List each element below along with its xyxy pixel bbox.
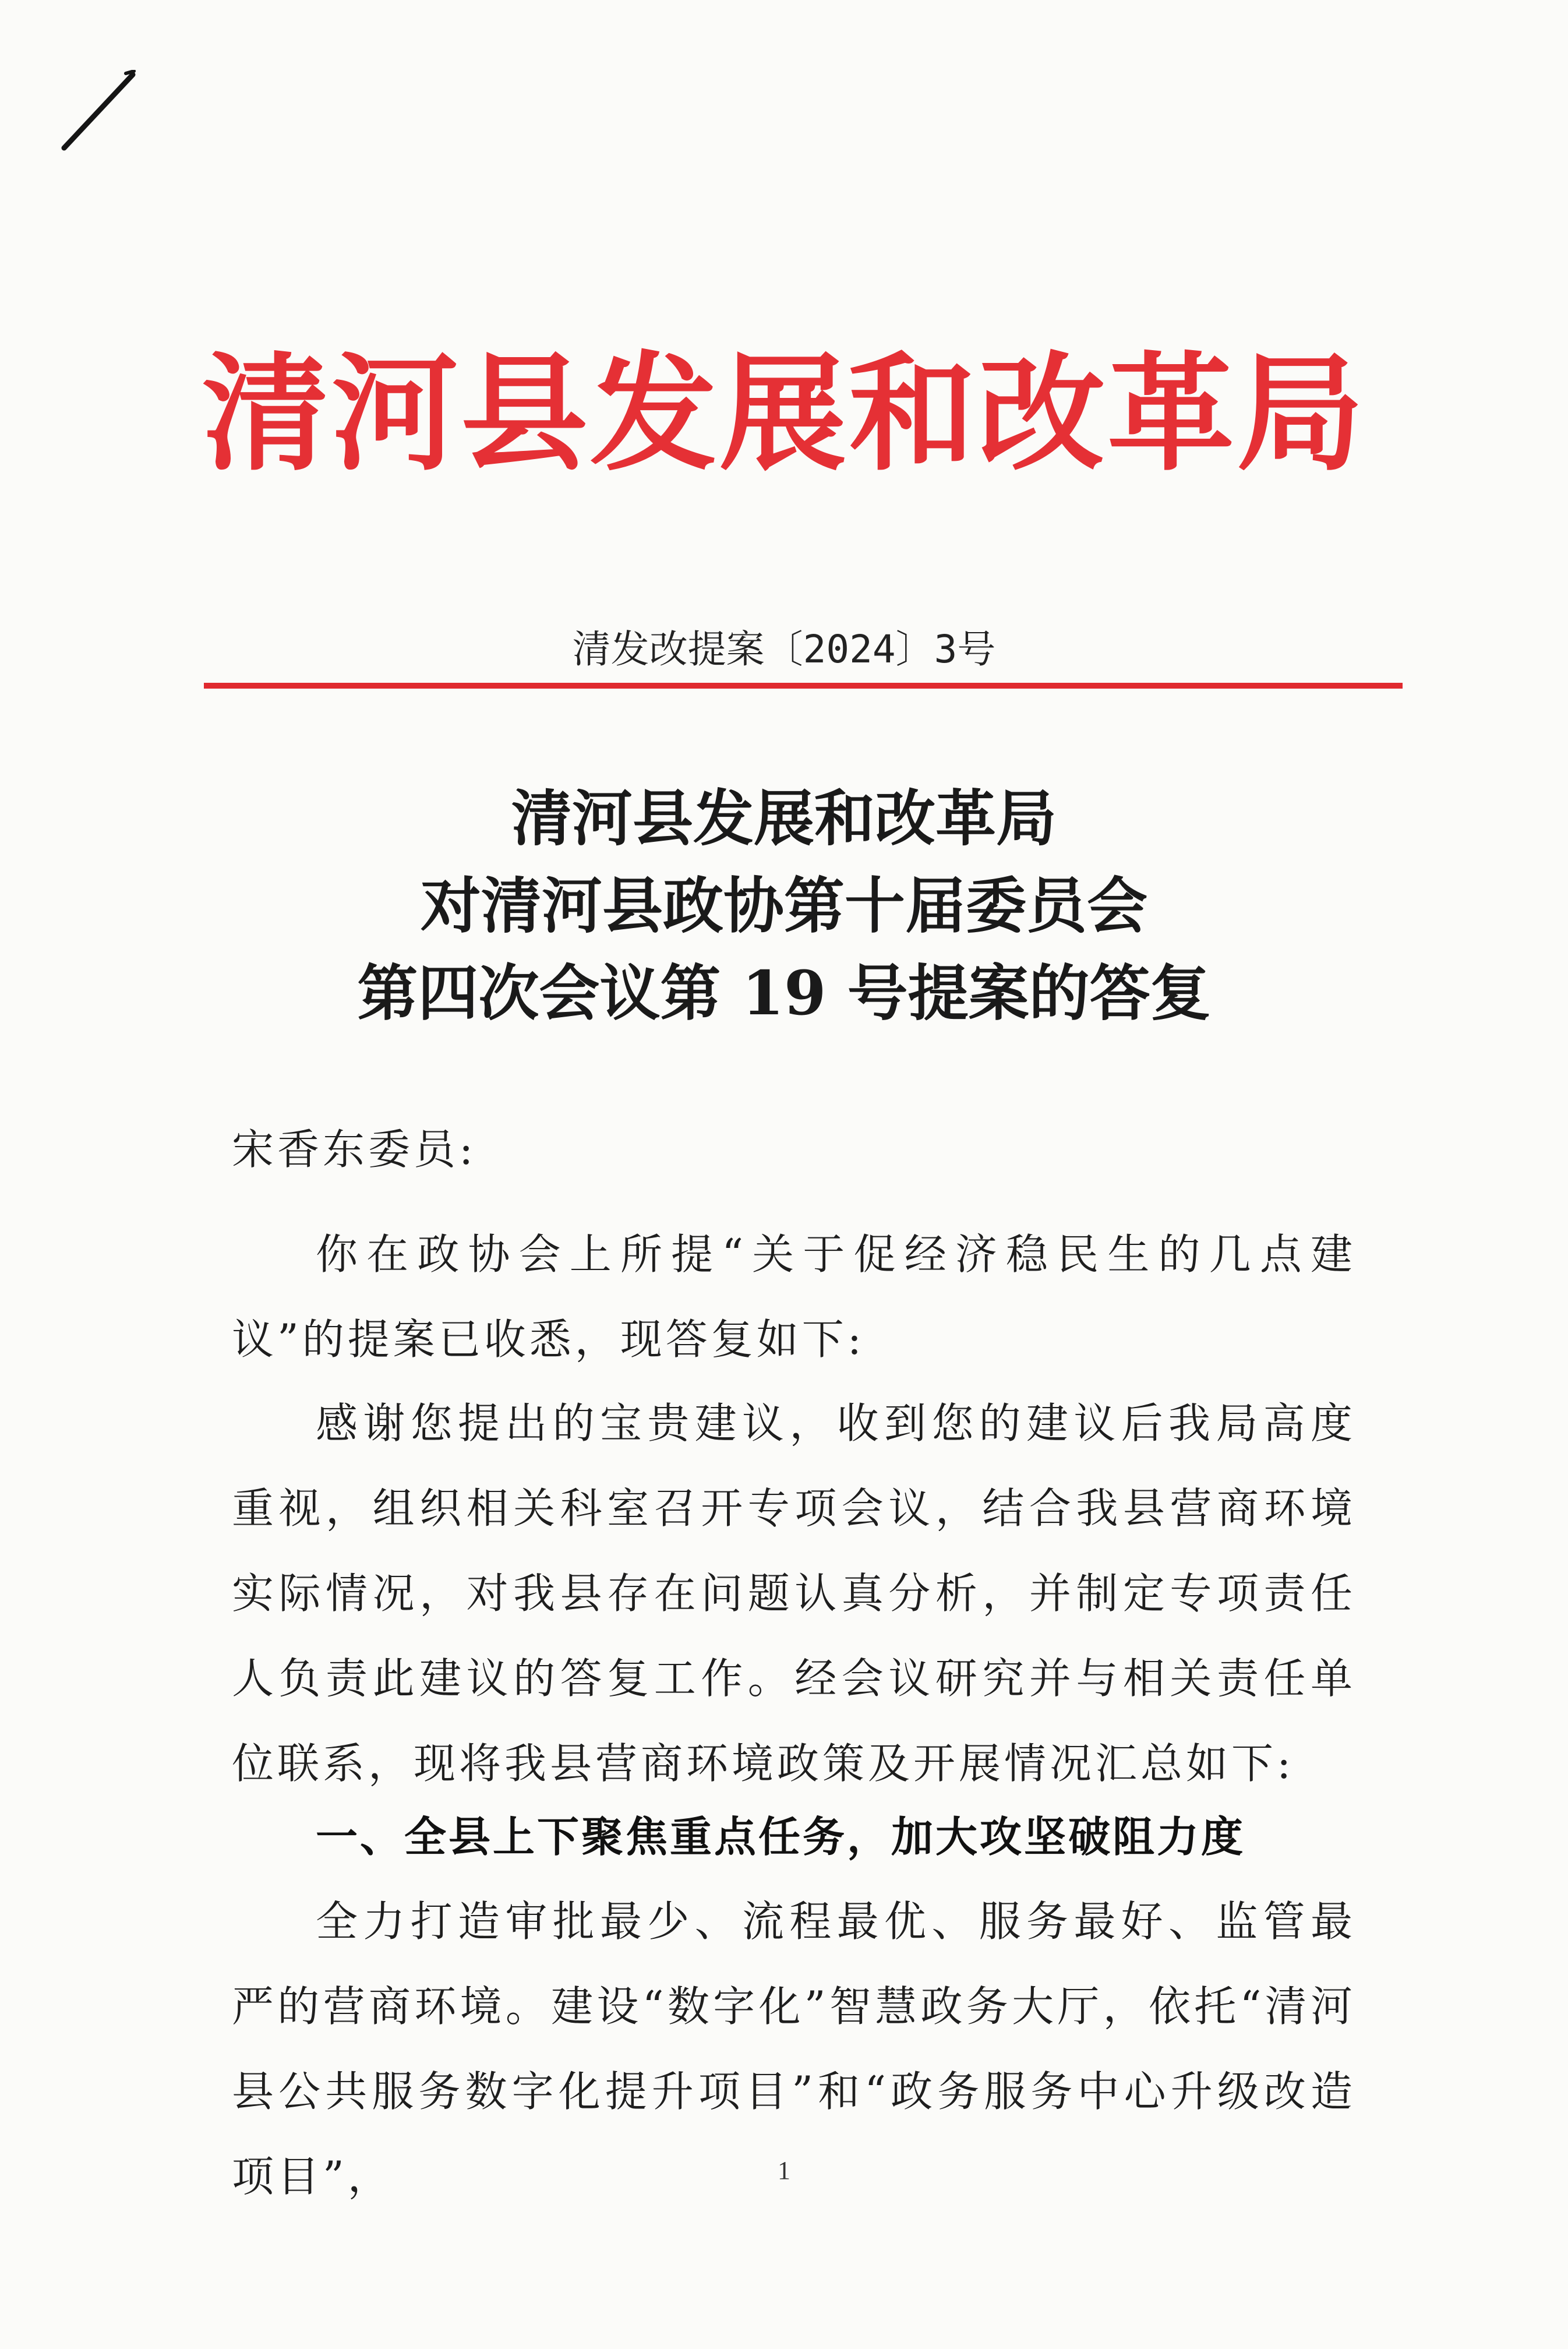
title-line-1: 清河县发展和改革局 — [511, 782, 1057, 854]
title-line-3: 第四次会议第 19 号提案的答复 — [357, 957, 1211, 1029]
red-separator-line — [204, 683, 1403, 689]
salutation: 宋香东委员: — [232, 1125, 477, 1174]
issuing-organization-header: 清河县发展和改革局 — [202, 339, 1366, 488]
document-number: 清发改提案〔2024〕3号 — [572, 627, 996, 672]
title-line-2: 对清河县政协第十届委员会 — [420, 870, 1147, 941]
section-heading-1: 一、全县上下聚焦重点任务，加大攻坚破阻力度 — [316, 1812, 1246, 1861]
body-paragraph-2: 感谢您提出的宝贵建议，收到您的建议后我局高度重视，组织相关科室召开专项会议，结合我县营商环境实际情况，对我县存在问题认真分析，并制定专项责任人负责此建议的答复工作。经会议研究并与相关责任单位联系，现将我县营商环境政策及开展情况汇总如下: — [232, 1399, 1356, 1788]
body-paragraph-1: 你在政协会上所提“关于促经济稳民生的几点建议”的提案已收悉，现答复如下: — [232, 1230, 1356, 1364]
body-paragraph-3: 全力打造审批最少、流程最优、服务最好、监管最严的营商环境。建设“数字化”智慧政务大厅，依托“清河县公共服务数字化提升项目”和“政务服务中心升级改造项目”， — [232, 1897, 1356, 2201]
document-title — [0, 775, 1568, 1037]
page-number: 1 — [778, 2156, 790, 2185]
handwritten-slash-mark — [61, 70, 136, 151]
